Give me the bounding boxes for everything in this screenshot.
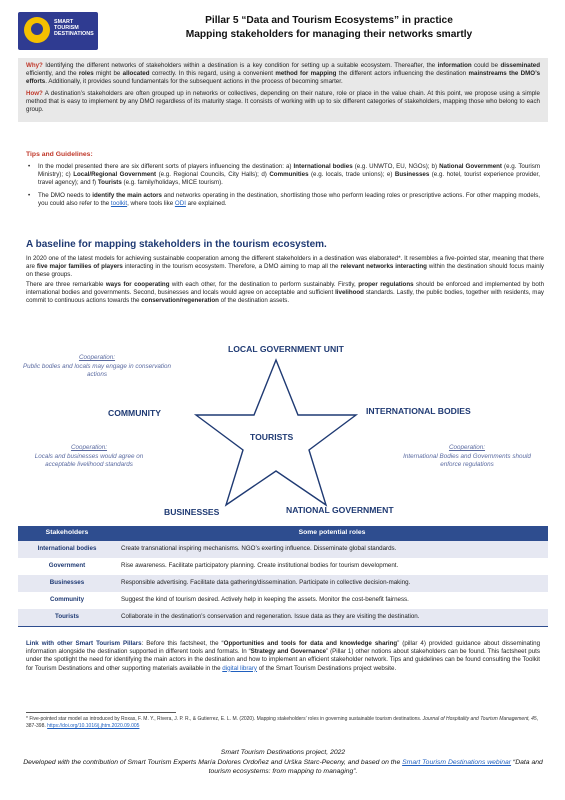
why-text: . Additionally, it provides sound fundamentals for the subsequent actions in the process of becoming smarter. <box>45 78 343 86</box>
odi-link[interactable]: ODI <box>174 199 186 207</box>
cooperation-heading: Cooperation: <box>70 444 108 451</box>
tip-item <box>26 163 540 188</box>
tip-bold: National Government <box>439 162 502 170</box>
page-title <box>110 14 548 42</box>
tips-section <box>18 151 548 212</box>
baseline-text <box>26 255 544 306</box>
baseline-text: should be enforced and implemented by both international bodies and governments. Second, businesses and locals would agree on acceptable and sufficient <box>26 280 545 296</box>
tourists-label: TOURISTS <box>250 432 294 442</box>
why-text: Identifying the different networks of stakeholders within a destination is a key condition for setting up a suitable ecosystem. Thereafter, the <box>42 62 438 69</box>
table-row <box>18 575 548 592</box>
link-text: of the Smart Tourism Destinations project website. <box>257 664 397 672</box>
intro-box <box>18 58 548 122</box>
baseline-text: There are three remarkable <box>26 280 106 288</box>
footnote <box>26 716 544 730</box>
table-header-row <box>18 526 548 541</box>
tip-text: In the model presented there are six different sorts of players influencing the destination: a) <box>38 162 294 170</box>
tip-bold: Businesses <box>394 171 430 179</box>
why-label: Why? <box>26 62 43 69</box>
stakeholder-cell: Tourists <box>18 609 116 626</box>
businesses-label: BUSINESSES <box>164 507 220 517</box>
baseline-bold: livelihood <box>335 288 364 296</box>
baseline-bold: five major families of players <box>36 263 123 271</box>
tip-text: (e.g. locals, trade unions); e) <box>308 171 395 179</box>
link-bold: Strategy and Governance <box>250 648 327 656</box>
cooperation-regulations <box>392 444 542 470</box>
why-paragraph <box>26 62 540 87</box>
cooperation-text: Public bodies and locals may engage in conservation actions <box>22 362 172 378</box>
footnote-text: , 387-398. <box>26 716 539 729</box>
cooperation-text: Locals and businesses would agree on acceptable livelihood standards <box>34 452 144 468</box>
stakeholder-roles-table <box>18 526 548 627</box>
table-row <box>18 541 548 558</box>
baseline-bold: relevant networks interacting <box>340 263 427 271</box>
footer-credits-line <box>18 758 548 777</box>
title-line-1: Pillar 5 “Data and Tourism Ecosystems” in practice <box>205 15 453 26</box>
baseline-text: In 2020 one of the latest models for achieving sustainable cooperation among the different stakeholders in a destination was elaborated*. It resembles a five-pointed star, meaning that there are <box>26 255 544 271</box>
logo-text <box>54 19 96 38</box>
footnote-text: * Five-pointed star model as introduced by Roxas, F. M. Y., Rivera, J. P. R., & Gutierrez, E. L. M. (2020). Mapping stakeholders’ roles in governing sustainable tourism destinations. <box>26 716 423 722</box>
why-bold: mainstreams the DMO’s efforts <box>26 70 541 86</box>
tip-text: and networks operating in the destination, shortlisting those who perform leading roles or prescriptive actions. For other mapping models, you could also refer to the <box>38 191 541 207</box>
stakeholder-cell: Government <box>18 558 116 575</box>
footnote-journal: Journal of Hospitality and Tourism Management, 45 <box>422 716 537 722</box>
baseline-text: of the destination assets. <box>218 296 290 304</box>
tip-text: The DMO needs to <box>38 191 93 199</box>
logo-line-2: TOURISM <box>54 25 79 32</box>
why-text: might be <box>93 70 123 78</box>
baseline-bold: conservation/regeneration <box>141 296 219 304</box>
baseline-heading: A baseline for mapping stakeholders in the tourism ecosystem. <box>26 239 327 250</box>
baseline-paragraph-1 <box>26 255 544 280</box>
link-bold: Opportunities and tools for data and knowledge sharing <box>223 640 398 647</box>
how-label: How? <box>26 89 43 97</box>
cooperation-text: International Bodies and Governments should enforce regulations <box>403 452 531 468</box>
footer-text: “Data and tourism ecosystems: from mapping to managing”. <box>208 758 543 776</box>
tip-bold: Communities <box>269 171 309 179</box>
roles-cell: Rise awareness. Facilitate participatory planning. Create institutional bodies for tourism development. <box>116 558 548 575</box>
roles-cell: Suggest the kind of tourism desired. Actively help in keeping the assets. Monitor the cost-benefit fairness. <box>116 592 548 609</box>
link-text: ” (Pillar 1) other notions about stakeholders can be found. This factsheet puts under the spotlight the need for identifying the main actors in the destination and how to implement an efficient stakeholder network. Tips and guidelines can be found consulting the Toolkit for Tourism Destinations and other supporting materials available in the <box>26 648 540 672</box>
tip-bold: Local/Regional Government <box>73 171 157 179</box>
footer-text: Developed with the contribution of Smart Tourism Experts María Dolores Ordoñez and Urška Starc-Peceny, and based on the <box>23 758 403 766</box>
five-pointed-star-diagram <box>18 340 548 520</box>
roles-cell: Create transnational inspiring mechanisms. NGO’s exerting influence. Disseminate global standards. <box>116 541 548 558</box>
baseline-paragraph-2 <box>26 281 544 306</box>
tips-list <box>26 163 540 208</box>
column-header-roles: Some potential roles <box>116 526 548 541</box>
logo-line-1: SMART <box>54 19 74 25</box>
how-text: A destination’s stakeholders are often grouped up in networks or collectives, depending on their nature, role or place in the value chain. At this point, we propose using a simple method that is easy to implement by any DMO regardless of its maturity stage. It consists of working with up to six different categories of stakeholders, mapping those who belong to each group. <box>26 89 540 113</box>
tip-text: , where tools like <box>127 199 175 207</box>
tip-text: (e.g. hotel, tourist experience provider, travel agency); and f) <box>38 171 540 187</box>
footnote-divider <box>26 712 176 713</box>
column-header-stakeholders: Stakeholders <box>18 526 116 541</box>
tip-bold: International bodies <box>293 162 353 170</box>
table-row <box>18 609 548 626</box>
tip-text: (e.g. Regional Councils, City Halls); d) <box>156 171 270 179</box>
digital-library-link[interactable]: digital library <box>222 664 258 672</box>
why-text: could be <box>471 62 501 69</box>
community-label: COMMUNITY <box>108 408 161 418</box>
tip-text: (e.g. Tourism Ministry); c) <box>38 162 541 179</box>
page-footer <box>18 748 548 777</box>
title-line-2: Mapping stakeholders for managing their networks smartly <box>185 28 473 40</box>
tip-text: are explained. <box>185 199 227 207</box>
why-text: efficiently, and the <box>26 70 79 78</box>
tip-text: (e.g. UNWTO, EU, NGOs); b) <box>352 162 440 170</box>
link-pillars-label: Link with other Smart Tourism Pillars <box>26 640 142 647</box>
tips-heading: Tips and Guidelines: <box>26 151 93 158</box>
link-text: ” (pillar 4) provided guidance about disseminating information alongside the destination supported in different tools and formats. In “ <box>26 640 541 656</box>
tip-bold: identify the main actors <box>92 191 162 199</box>
international-bodies-label: INTERNATIONAL BODIES <box>366 406 471 416</box>
table-row <box>18 558 548 575</box>
tip-item <box>26 192 540 208</box>
baseline-bold: proper regulations <box>358 280 414 288</box>
baseline-text: within the destination should focus mainly on these groups. <box>26 263 544 279</box>
roles-cell: Responsible advertising. Facilitate data gathering/dissemination. Participate in collective decision-making. <box>116 575 548 592</box>
logo-line-3: DESTINATIONS <box>54 31 94 38</box>
doi-link[interactable]: https://doi.org/10.1016/j.jhtm.2020.09.005 <box>47 722 140 729</box>
local-government-label: LOCAL GOVERNMENT UNIT <box>228 344 344 354</box>
webinar-link[interactable]: Smart Tourism Destinations webinar <box>402 758 512 766</box>
baseline-text: with each other, for the destination to perform sustainably. Firstly, <box>169 280 359 288</box>
how-paragraph <box>26 90 540 115</box>
baseline-bold: ways for cooperating <box>105 280 170 288</box>
stakeholder-cell: Businesses <box>18 575 116 592</box>
why-bold: roles <box>78 70 94 78</box>
smart-tourism-logo <box>18 12 98 50</box>
cooperation-heading: Cooperation: <box>448 444 486 451</box>
why-text: the different actors influencing the destination <box>336 70 469 78</box>
why-bold: disseminated <box>500 62 540 69</box>
link-text: : Before this factsheet, the “ <box>141 640 224 647</box>
cooperation-heading: Cooperation: <box>78 354 116 361</box>
logo-emblem-icon <box>24 17 50 43</box>
roles-cell: Collaborate in the destination’s conservation and regeneration. Issue data as they are visiting the destination. <box>116 609 548 626</box>
stakeholder-cell: Community <box>18 592 116 609</box>
page-header <box>18 12 548 50</box>
toolkit-link[interactable]: toolkit <box>110 199 128 207</box>
stakeholder-cell: International bodies <box>18 541 116 558</box>
baseline-text: standards. Lastly, the public bodies, together with residents, may commit to continuous actions towards the <box>26 288 544 304</box>
link-pillars-paragraph <box>18 640 548 673</box>
tip-text: (e.g. family/holidays, MICE tourism). <box>121 179 223 187</box>
why-bold: method for mapping <box>275 70 337 78</box>
cooperation-conservation <box>22 354 172 380</box>
baseline-text: interacting in the tourism ecosystem. Therefore, a DMO aiming to map all the <box>122 263 341 271</box>
why-text: correctly. In this regard, using a convenient <box>149 70 276 78</box>
national-government-label: NATIONAL GOVERNMENT <box>286 505 394 515</box>
why-bold: allocated <box>122 70 150 78</box>
why-bold: information <box>437 62 472 69</box>
table-row <box>18 592 548 609</box>
tip-bold: Tourists <box>97 179 122 187</box>
footer-project-line: Smart Tourism Destinations project, 2022 <box>220 749 346 756</box>
cooperation-livelihood <box>24 444 154 470</box>
